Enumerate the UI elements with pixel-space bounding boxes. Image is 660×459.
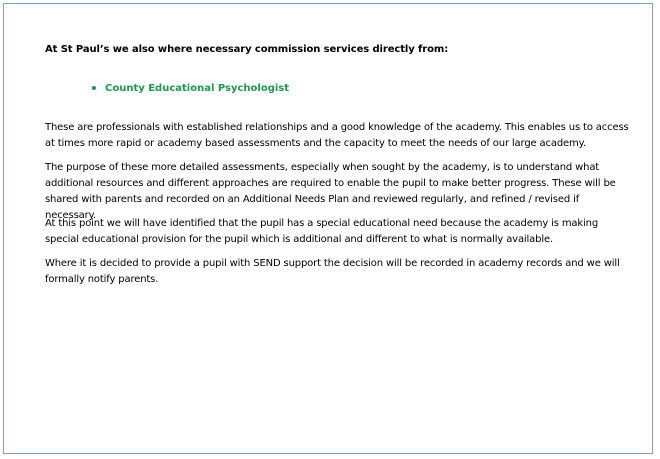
list-item [92, 83, 289, 94]
paragraph-assessments-purpose: The purpose of these more detailed assessments, especially when sought by the academy, is to understand what additional resources and different approaches are required to enable the pupil to make better progress. These will be shared with parents and recorded on an Additional Needs Plan and reviewed regularly, and refined / revised if necessary. [45, 162, 616, 221]
paragraph-professionals: These are professionals with established relationships and a good knowledge of the academy. This enables us to access at times more rapid or academy based assessments and the capacity to meet the needs of our large academy. [45, 122, 629, 149]
paragraph-special-need: At this point we will have identified that the pupil has a special educational need because the academy is making special educational provision for the pupil which is additional and different to what is normally available. [45, 218, 599, 245]
section-heading: At St Paul’s we also where necessary commission services directly from: [45, 44, 449, 55]
services-list [92, 83, 289, 94]
bullet-icon [92, 86, 96, 90]
paragraph-send-support: Where it is decided to provide a pupil with SEND support the decision will be recorded in academy records and we will formally notify parents. [45, 258, 620, 285]
list-item-label: County Educational Psychologist [105, 83, 290, 94]
document-page [3, 3, 653, 454]
